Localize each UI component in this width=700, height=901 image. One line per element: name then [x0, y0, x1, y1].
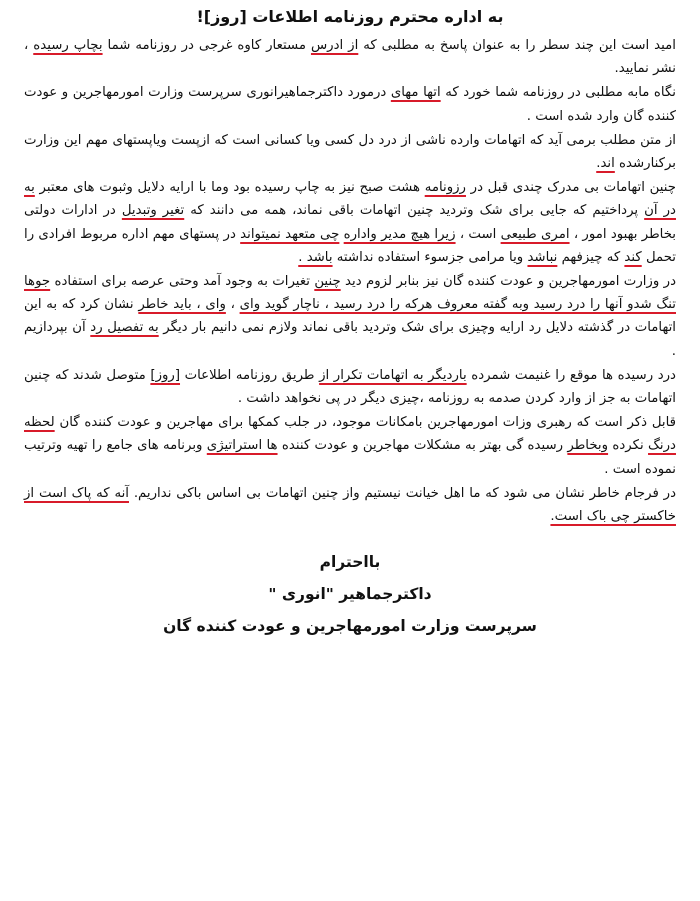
emphasis-underline: باشد .: [298, 249, 333, 265]
emphasis-underline: چنین: [314, 274, 341, 290]
emphasis-underline: وبخاطر: [567, 438, 609, 454]
emphasis-underline: ها استراتیژی: [206, 438, 278, 454]
paragraph-repeated-accusations: درد رسیده ها موقع را غنیمت شمرده باردیگر به اتهامات تکرار از طریق روزنامه اطلاعات [روز] متوصل شدند که چنین اتهامات به جز از وارد کردن صدمه به روزنامه ،چیزی دیگر در پی نخواهد داشت .: [24, 367, 676, 407]
emphasis-underline: امری طبیعی: [500, 226, 570, 242]
paragraph-article-noticed: نگاه مابه مطلبی در روزنامه شما خورد که اتها مهای درمورد داکترجماهیرانوری سرپرست وزارت امورمهاجرین و عودت کننده گان وارد شده است .: [24, 85, 676, 124]
letter-heading: به اداره محترم روزنامه اطلاعات [روز]!: [196, 7, 504, 26]
emphasis-underline: زیرا هیچ مدیر واداره: [343, 226, 456, 242]
emphasis-underline: به در آن: [24, 180, 676, 219]
paragraph-conclusion: در فرجام خاطر نشان می شود که ما اهل خیانت نیستیم واز چنین اتهامات بی اساس باکی نداریم. آنه که پاک است از خاکستر چی باک است.: [24, 485, 676, 525]
emphasis-underline: اند.: [596, 156, 615, 172]
emphasis-underline: از ادرس: [310, 38, 359, 53]
emphasis-underline: نباشد: [527, 249, 558, 265]
emphasis-underline: کند: [624, 249, 642, 265]
paragraph-previous-response: چنین اتهامات بی مدرک چندی قبل در رزونامه هشت صبح نیز به چاپ رسیده بود وما با ارایه دلایل وثبوت های معتبر به در آن پرداختیم که جایی برای شک وتردید چنین اتهامات باقی نماند، همه می دانند که تغیر وتبدیل در ادارات دولتی بخاطر بهبود امور ، امری طبیعی است ، زیرا هیچ مدیر واداره چی متعهد نمیتواند در پستهای مهم اداره مربوط افرادی را تحمل کند که چیزفهم نباشد ویا مرامی جزسوء استفاده نداشته باشد .: [24, 180, 676, 265]
emphasis-underline: بچاپ رسیده: [33, 38, 103, 53]
emphasis-underline: [روز]: [150, 367, 181, 383]
emphasis-underline: وای ، باید خاطر: [138, 297, 226, 313]
emphasis-underline: چی متعهد نمیتواند: [240, 226, 340, 242]
signature-name: داکترجماهیر "انوری ": [268, 585, 432, 604]
emphasis-underline: به تفصیل رد: [90, 320, 159, 336]
paragraph-intro: امید است این چند سطر را به عنوان پاسخ به مطلبی که از ادرس مستعار کاوه غرجی در روزنامه شما بچاپ رسیده ، نشر نمایید.: [24, 38, 676, 77]
paragraph-source-of-accusations: از متن مطلب برمی آید که اتهامات وارده ناشی از درد دل کسی ویا کسانی است که ازپست ویاپستهای مهم این وزارت برکنارشده اند.: [24, 132, 676, 172]
emphasis-underline: لحظه درنگ: [24, 415, 676, 454]
paragraph-leadership-efforts: قابل ذکر است که رهبری وزات امورمهاجرین بامکانات موجود، در جلب کمکها برای مهاجرین و عودت کننده گان لحظه درنگ نکرده وبخاطر رسیده گی بهتر به مشکلات مهاجرین و عودت کننده ها استراتیژی وبرنامه های جامع را تهیه وترتیب نموده است .: [24, 415, 676, 477]
emphasis-underline: جوها تنگ شدو آنها را درد رسید وبه گفته معروف هرکه را درد رسید ، ناچار گوید وای: [24, 274, 676, 313]
emphasis-underline: تغیر وتبدیل: [121, 203, 185, 219]
signature-title: سرپرست وزارت امورمهاجرین و عودت کننده گان: [163, 617, 537, 636]
paragraph-ministry-changes: در وزارت امورمهاجرین و عودت کننده گان نیز بنابر لزوم دید چنین تغیرات به وجود آمد وحتی عرصه برای استفاده جوها تنگ شدو آنها را درد رسید وبه گفته معروف هرکه را درد رسید ، ناچار گوید وای ، وای ، باید خاطر نشان کرد که به این اتهامات در گذشته دلایل رد ارایه وچیزی برای شک وتردید باقی نماند ولازم نمی دانیم بار دیگر به تفصیل رد آن بپردازیم .: [24, 274, 676, 359]
emphasis-underline: رزونامه: [424, 180, 466, 196]
signature-closing: بااحترام: [319, 553, 381, 572]
emphasis-underline: اتها مهای: [390, 85, 441, 101]
letter-body: [24, 34, 676, 528]
emphasis-underline: آنه که پاک است از خاکستر چی باک است.: [24, 485, 676, 525]
emphasis-underline: باردیگر به اتهامات تکرار از: [319, 367, 467, 383]
signature-block: [24, 546, 676, 642]
